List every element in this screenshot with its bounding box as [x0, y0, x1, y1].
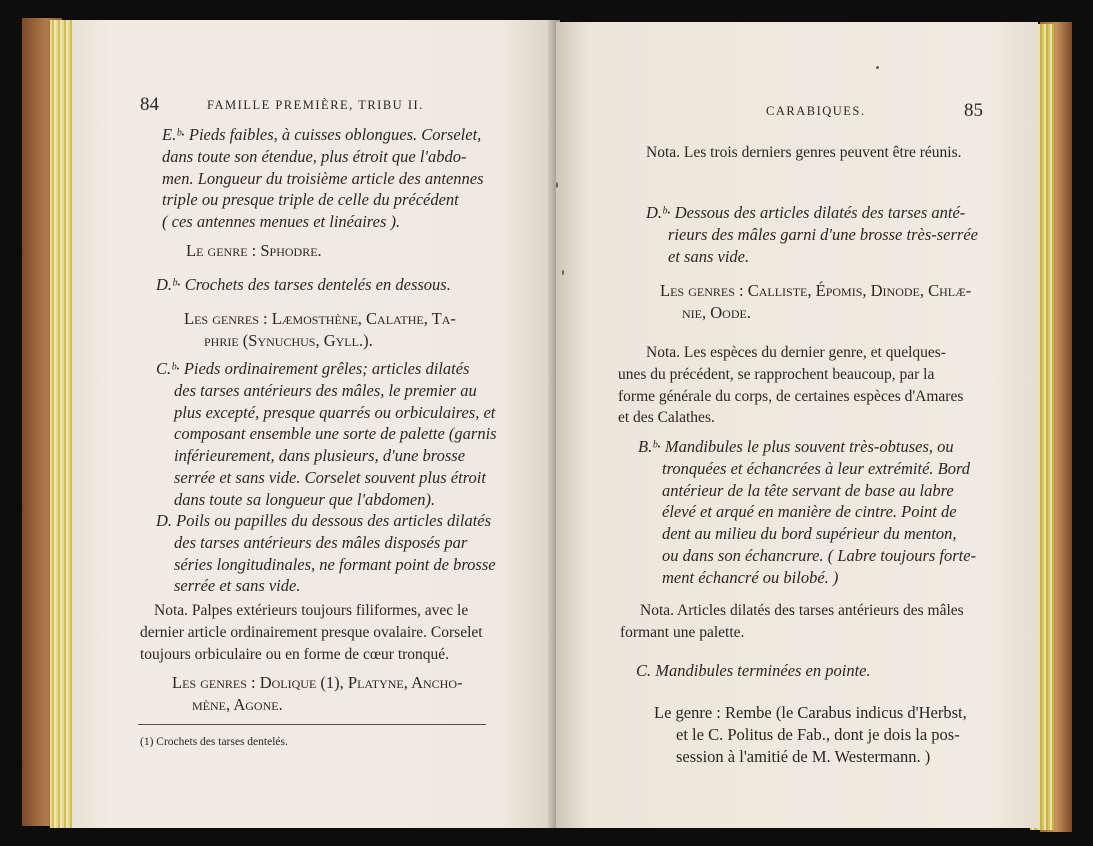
text-line: D. Poils ou papilles du dessous des articles dilatés: [156, 511, 492, 530]
text-line: plus excepté, presque quarrés ou orbiculaires, et: [174, 402, 496, 422]
text-line: D.ᵇ· Dessous des articles dilatés des tarses anté-: [646, 203, 966, 222]
nota-trois-derniers: Nota. Les trois derniers genres peuvent être réunis.: [646, 144, 962, 161]
text-line: composant ensemble une sorte de palette (garnis: [174, 424, 497, 444]
paper-speck: [556, 182, 558, 188]
section-D-dessous: [646, 202, 978, 267]
left-running-header: FAMILLE PREMIÈRE, TRIBU II.: [207, 98, 424, 112]
left-page-number: 84: [140, 94, 159, 115]
text-line: Les genres : Dolique (1), Platyne, Ancho-: [172, 673, 463, 692]
text-line: B.ᵇ· Mandibules le plus souvent très-obtuses, ou: [638, 437, 954, 456]
footnote: (1) Crochets des tarses dentelés.: [140, 736, 288, 748]
text-line: et des Calathes.: [618, 409, 715, 427]
text-line: ment échancré ou bilobé. ): [662, 567, 839, 587]
text-line: ( ces antennes menues et linéaires ).: [162, 212, 401, 232]
text-line: triple ou presque triple de celle du précédent: [162, 190, 459, 210]
text-line: tronquées et échancrées à leur extrémité. Bord: [662, 458, 971, 478]
text-line: dans toute son étendue, plus étroit que l'abdo-: [162, 146, 467, 166]
nota-especes: [618, 342, 963, 429]
right-running-header: CARABIQUES.: [766, 104, 866, 118]
left-page: [72, 20, 560, 828]
text-line: Nota. Articles dilatés des tarses antérieurs des mâles: [640, 602, 964, 619]
text-line: dernier article ordinairement presque ovalaire. Corselet: [140, 623, 483, 641]
text-line: C.ᵇ· Pieds ordinairement grêles; articles dilatés: [156, 359, 470, 378]
text-line: séries longitudinales, ne formant point de brosse: [174, 554, 496, 574]
text-line: formant une palette.: [620, 623, 745, 641]
text-line: unes du précédent, se rapprochent beaucoup, par la: [618, 365, 935, 383]
genre-rembe: [654, 702, 967, 767]
nota-articles: [620, 600, 964, 644]
right-page-number: 85: [964, 100, 983, 121]
footnote-rule: [138, 724, 486, 725]
text-line: session à l'amitié de M. Westermann. ): [676, 746, 931, 766]
text-line: élevé et arqué en manière de cintre. Point de: [662, 502, 957, 522]
text-line: rieurs des mâles garni d'une brosse très-serrée: [668, 224, 978, 244]
text-line: serrée et sans vide.: [174, 576, 301, 596]
text-line: forme générale du corps, de certaines espèces d'Amares: [618, 387, 964, 405]
genres-dolique: [172, 672, 462, 716]
paper-speck: [876, 66, 879, 69]
genre-sphodre: Le genre : Sphodre.: [186, 241, 322, 260]
text-line: des tarses antérieurs des mâles, le premier au: [174, 380, 477, 400]
nota-palpes: [140, 600, 483, 665]
section-D-poils: [156, 510, 496, 597]
genres-laemosthene: [184, 308, 456, 352]
text-line: et le C. Politus de Fab., dont je dois la pos-: [676, 724, 960, 744]
text-line: Nota. Les espèces du dernier genre, et quelques-: [646, 344, 946, 361]
text-line: Nota. Palpes extérieurs toujours filiformes, avec le: [154, 602, 469, 619]
text-line: ou dans son échancrure. ( Labre toujours forte-: [662, 545, 977, 565]
text-line: Le genre : Rembe (le Carabus indicus d'Herbst,: [654, 703, 967, 722]
section-B-mandibules: [638, 436, 976, 589]
section-C-mandibules: C. Mandibules terminées en pointe.: [636, 661, 871, 680]
text-line: E.ᵇ· Pieds faibles, à cuisses oblongues. Corselet,: [162, 125, 482, 144]
text-line: inférieurement, dans plusieurs, d'une brosse: [174, 446, 466, 466]
section-E-pieds-faibles: [162, 124, 484, 233]
text-line: phrie (Synuchus, Gyll.).: [204, 330, 373, 350]
text-line: men. Longueur du troisième article des antennes: [162, 168, 484, 188]
text-line: et sans vide.: [668, 246, 750, 266]
text-line: Les genres : Læmosthène, Calathe, Ta-: [184, 309, 456, 328]
text-line: des tarses antérieurs des mâles disposés par: [174, 532, 468, 552]
section-C-pieds-greles: [156, 358, 497, 511]
text-line: Les genres : Calliste, Épomis, Dinode, Chlæ-: [660, 281, 972, 300]
paper-speck: [562, 270, 564, 275]
text-line: nie, Oode.: [682, 302, 751, 322]
text-line: serrée et sans vide. Corselet souvent plus étroit: [174, 467, 486, 487]
text-line: toujours orbiculaire ou en forme de cœur tronqué.: [140, 645, 450, 663]
text-line: mène, Agone.: [192, 694, 283, 714]
section-D-crochets: D.ᵇ· Crochets des tarses dentelés en dessous.: [156, 275, 451, 294]
right-page: [556, 22, 1038, 828]
text-line: antérieur de la tête servant de base au labre: [662, 480, 954, 500]
genres-calliste: [660, 280, 971, 324]
text-line: dans toute sa longueur que l'abdomen).: [174, 489, 436, 509]
text-line: dent au milieu du bord supérieur du menton,: [662, 524, 957, 544]
